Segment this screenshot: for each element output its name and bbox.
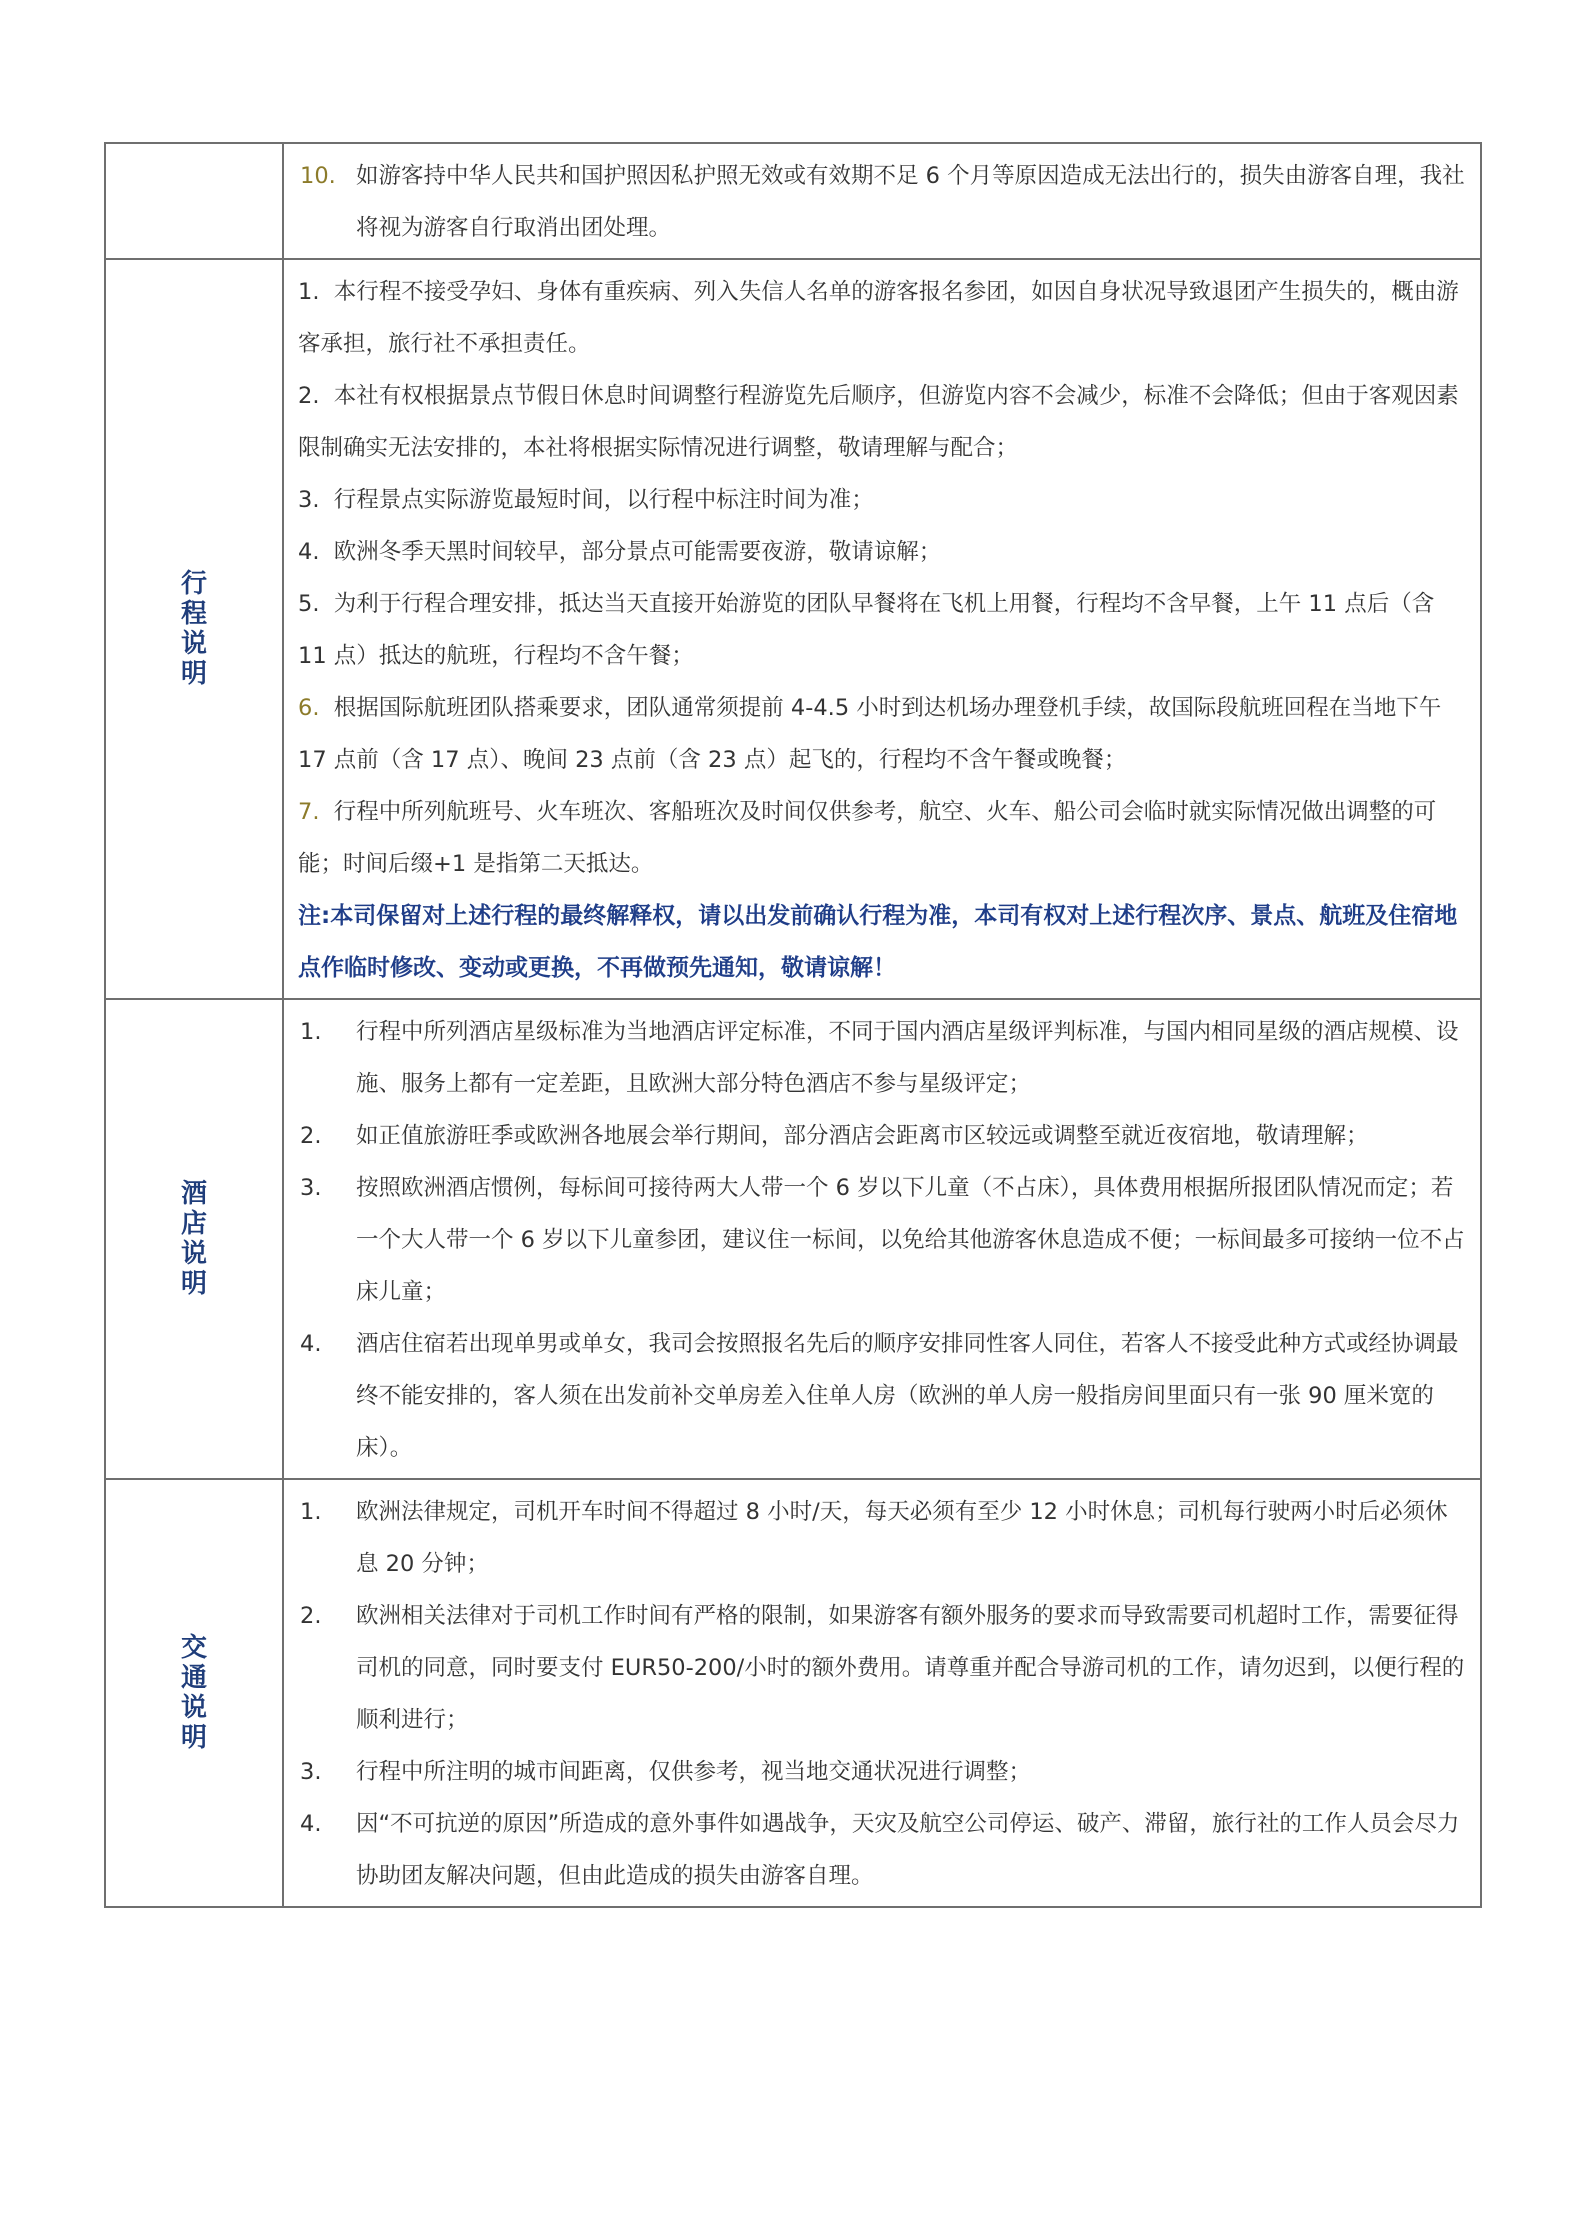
item-text: 本社有权根据景点节假日休息时间调整行程游览先后顺序，但游览内容不会减少，标准不会降低；但由于客观因素限制确实无法安排的，本社将根据实际情况进行调整，敬请理解与配合；: [298, 383, 1459, 461]
item-number: 3.: [300, 1175, 322, 1201]
notes-table: [104, 142, 1482, 1908]
hotel-content: [283, 999, 1481, 1479]
item-text: 因“不可抗逆的原因”所造成的意外事件如遇战争，天灾及航空公司停运、破产、滞留，旅行社的工作人员会尽力协助团友解决问题，但由此造成的损失由游客自理。: [356, 1811, 1460, 1889]
list-item: [298, 1006, 1466, 1110]
item-number: 1.: [300, 1499, 322, 1525]
table-row: [105, 259, 1481, 999]
item-number: 1.: [300, 1019, 322, 1045]
item-number: 2.: [300, 1123, 322, 1149]
item-text: 酒店住宿若出现单男或单女，我司会按照报名先后的顺序安排同性客人同住，若客人不接受此种方式或经协调最终不能安排的，客人须在出发前补交单房差入住单人房（欧洲的单人房一般指房间里面只有一张 90 厘米宽的床）。: [356, 1331, 1459, 1461]
item-number: 4.: [298, 539, 320, 565]
item-text: 行程中所列酒店星级标准为当地酒店评定标准，不同于国内酒店星级评判标准，与国内相同星级的酒店规模、设施、服务上都有一定差距，且欧洲大部分特色酒店不参与星级评定；: [356, 1019, 1459, 1097]
item-text: 为利于行程合理安排，抵达当天直接开始游览的团队早餐将在飞机上用餐，行程均不含早餐，上午 11 点后（含 11 点）抵达的航班，行程均不含午餐；: [298, 591, 1435, 669]
itinerary-label-cell: [105, 259, 283, 999]
item-text: 根据国际航班团队搭乘要求，团队通常须提前 4-4.5 小时到达机场办理登机手续，故国际段航班回程在当地下午 17 点前（含 17 点）、晚间 23 点前（含 23 点）起飞的，行程均不含午餐或晚餐；: [298, 695, 1442, 773]
list-item: [298, 1318, 1466, 1474]
list-item: [298, 370, 1466, 474]
list-item: [298, 682, 1466, 786]
list-item: [298, 474, 1466, 526]
list-item: [298, 1486, 1466, 1590]
item-number: 1.: [298, 279, 320, 305]
item-number: 7.: [298, 799, 320, 825]
table-row: [105, 143, 1481, 259]
table-row: [105, 999, 1481, 1479]
itinerary-content: [283, 259, 1481, 999]
item-number: 6.: [298, 695, 320, 721]
list-item: [298, 1590, 1466, 1746]
list-item: [298, 1798, 1466, 1902]
disclaimer-note: 注:本司保留对上述行程的最终解释权，请以出发前确认行程为准，本司有权对上述行程次序、景点、航班及住宿地点作临时修改、变动或更换，不再做预先通知，敬请谅解！: [298, 903, 1458, 981]
list-item: [298, 1162, 1466, 1318]
item-text: 欧洲相关法律对于司机工作时间有严格的限制，如果游客有额外服务的要求而导致需要司机超时工作，需要征得司机的同意，同时要支付 EUR50-200/小时的额外费用。请尊重并配合导游司机的工作，请勿迟到，以便行程的顺利进行；: [356, 1603, 1465, 1733]
list-item: [298, 1746, 1466, 1798]
list-item: [298, 266, 1466, 370]
item-number: 10.: [300, 163, 336, 189]
traffic-content: [283, 1479, 1481, 1907]
item-text: 按照欧洲酒店惯例，每标间可接待两大人带一个 6 岁以下儿童（不占床），具体费用根据所报团队情况而定；若一个大人带一个 6 岁以下儿童参团，建议住一标间，以免给其他游客休息造成不便；一标间最多可接纳一位不占床儿童；: [356, 1175, 1465, 1305]
section-label: 交通说明: [180, 1633, 207, 1753]
item-number: 2.: [298, 383, 320, 409]
list-item: [298, 526, 1466, 578]
item-text: 如正值旅游旺季或欧洲各地展会举行期间，部分酒店会距离市区较远或调整至就近夜宿地，敬请理解；: [356, 1123, 1369, 1149]
hotel-label-cell: [105, 999, 283, 1479]
section-label: 行程说明: [180, 569, 207, 689]
item-number: 4.: [300, 1331, 322, 1357]
item-number: 3.: [300, 1759, 322, 1785]
item-number: 5.: [298, 591, 320, 617]
item-text: 行程景点实际游览最短时间，以行程中标注时间为准；: [333, 487, 874, 513]
item-number: 4.: [300, 1811, 322, 1837]
list-item: [298, 150, 1466, 254]
item-text: 行程中所列航班号、火车班次、客船班次及时间仅供参考，航空、火车、船公司会临时就实际情况做出调整的可能；时间后缀+1 是指第二天抵达。: [298, 799, 1437, 877]
item-text: 行程中所注明的城市间距离，仅供参考，视当地交通状况进行调整；: [356, 1759, 1032, 1785]
item-text: 如游客持中华人民共和国护照因私护照无效或有效期不足 6 个月等原因造成无法出行的，损失由游客自理，我社将视为游客自行取消出团处理。: [356, 163, 1465, 241]
list-item: [298, 1110, 1466, 1162]
list-item: [298, 578, 1466, 682]
section-label: 酒店说明: [180, 1179, 207, 1299]
empty-label-cell: [105, 143, 283, 259]
item-text: 本行程不接受孕妇、身体有重疾病、列入失信人名单的游客报名参团，如因自身状况导致退团产生损失的，概由游客承担，旅行社不承担责任。: [298, 279, 1459, 357]
table-row: [105, 1479, 1481, 1907]
item-text: 欧洲冬季天黑时间较早，部分景点可能需要夜游，敬请谅解；: [333, 539, 942, 565]
item-number: 2.: [300, 1603, 322, 1629]
traffic-label-cell: [105, 1479, 283, 1907]
content-cell: [283, 143, 1481, 259]
list-item: [298, 786, 1466, 890]
item-number: 3.: [298, 487, 320, 513]
item-text: 欧洲法律规定，司机开车时间不得超过 8 小时/天，每天必须有至少 12 小时休息；司机每行驶两小时后必须休息 20 分钟；: [356, 1499, 1448, 1577]
